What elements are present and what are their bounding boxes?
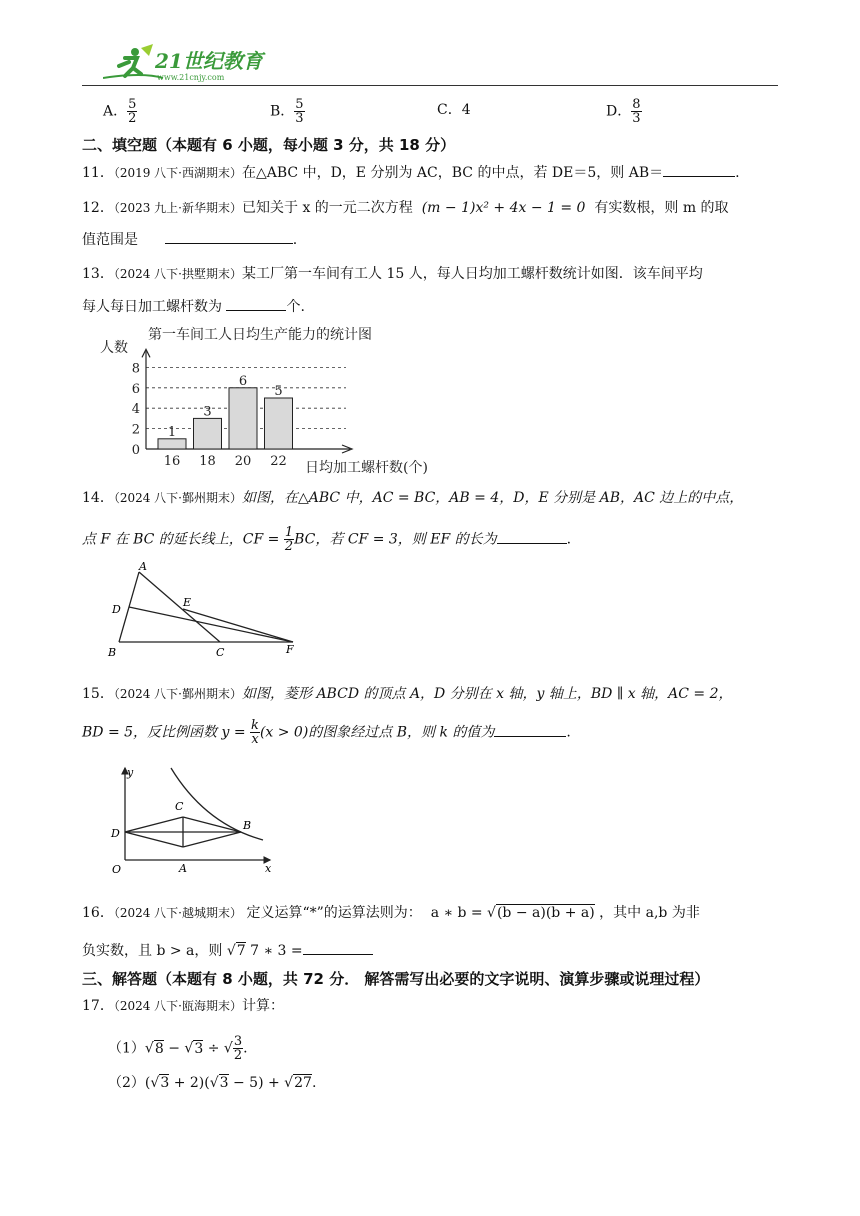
question-17-part-2: （2）(√3 + 2)(√3 − 5) + √27. — [108, 1075, 317, 1091]
header-rule — [82, 85, 778, 86]
label-F: F — [286, 643, 294, 656]
answer-blank-11[interactable] — [663, 162, 735, 177]
q10-option-a: A． $\frac{5}{2}$ — [103, 97, 137, 126]
answer-blank-12[interactable] — [165, 229, 293, 244]
question-14-line2: 点 F 在 BC 的延长线上，CF = $\frac{1}{2}$ BC，若 CF = 3，则 EF 的长为 . — [82, 525, 572, 554]
label-C: C — [175, 800, 184, 813]
label-D: D — [112, 603, 121, 616]
logo-title: 21世纪教育 — [155, 49, 263, 73]
label-B: B — [108, 646, 117, 659]
question-14: 14．（2024 八下·鄞州期末）如图，在△ABC 中，AC = BC，AB = 4，D，E 分别是 AB，AC 边上的中点， — [82, 490, 744, 506]
question-15-line2: BD = 5，反比例函数 y = $\frac{k}{x}$ (x > 0)的图象经过点 B，则 k 的值为 . — [82, 718, 571, 747]
logo-url: www.21cnjy.com — [157, 73, 225, 82]
answer-blank-15[interactable] — [494, 722, 566, 737]
question-13-line2: 每人每日加工螺杆数为 个. — [82, 296, 305, 317]
figure-14-triangle — [105, 560, 305, 660]
chart-xlabel: 日均加工螺杆数(个) — [305, 460, 428, 476]
label-D: D — [111, 827, 120, 840]
bar-value-label: 3 — [203, 404, 212, 420]
y-tick-label: 4 — [131, 402, 140, 418]
x-tick-label: 22 — [270, 454, 287, 469]
bar-chart — [100, 322, 460, 477]
question-15: 15．（2024 八下·鄞州期末）如图，菱形 ABCD 的顶点 A，D 分别在 x 轴，y 轴上，BD ∥ x 轴，AC = 2， — [82, 686, 733, 702]
section2-title: 二、填空题（本题有 6 小题，每小题 3 分，共 18 分） — [82, 136, 456, 154]
y-tick-label: 8 — [131, 361, 140, 377]
answer-blank-13[interactable] — [226, 296, 286, 311]
bar-value-label: 1 — [167, 424, 177, 440]
bar — [158, 439, 186, 449]
q10-option-c: C．4 — [437, 102, 471, 118]
bar — [229, 388, 257, 449]
label-A: A — [179, 862, 187, 874]
question-12-line2: 值范围是 . — [82, 229, 297, 250]
y-tick-label: 6 — [131, 381, 140, 397]
bar-value-label: 6 — [238, 373, 248, 389]
bar-value-label: 5 — [274, 384, 283, 399]
label-O: O — [112, 863, 122, 874]
answer-blank-16[interactable] — [303, 940, 373, 955]
bar — [194, 418, 222, 449]
question-12: 12．（2023 九上·新华期末）已知关于 x 的一元二次方程 (m − 1)x² + 4x − 1 = 0 有实数根，则 m 的取 — [82, 200, 729, 216]
x-tick-label: 18 — [199, 454, 216, 469]
bar — [265, 398, 293, 449]
q10-option-d: D． $\frac{8}{3}$ — [606, 97, 641, 126]
question-16: 16．（2024 八下·越城期末） 定义运算“*”的运算法则为： a ∗ b = √(b − a)(b + a) ，其中 a,b 为非 — [82, 905, 700, 921]
x-tick-label: 20 — [234, 454, 252, 469]
label-B: B — [243, 819, 252, 832]
q10-option-b: B． $\frac{5}{3}$ — [270, 97, 304, 126]
question-17: 17．（2024 八下·瓯海期末）计算： — [82, 998, 284, 1014]
question-13: 13．（2024 八下·拱墅期末）某工厂第一车间有工人 15 人，每人日均加工螺杆数统计如图．该车间平均 — [82, 266, 703, 282]
chart-title: 第一车间工人日均生产能力的统计图 — [148, 327, 372, 343]
runner-icon — [103, 44, 163, 78]
label-A: A — [139, 560, 147, 573]
chart-ylabel: 人数 — [100, 340, 128, 356]
question-16-line2: 负实数，且 b > a，则 √7 7 ∗ 3 = — [82, 940, 373, 961]
label-C: C — [216, 646, 225, 659]
question-11: 11．（2019 八下·西湖期末）在△ABC 中，D，E 分别为 AC，BC 的中点，若 DE＝5，则 AB＝ . — [82, 162, 740, 183]
x-tick-label: 16 — [163, 454, 181, 469]
answer-blank-14[interactable] — [497, 529, 567, 544]
y-tick-label: 2 — [131, 422, 140, 438]
section3-title: 三、解答题（本题有 8 小题，共 72 分． 解答需写出必要的文字说明、演算步骤或说理过程） — [82, 970, 710, 988]
figure-15-rhombus — [105, 762, 280, 874]
y-tick-label: 0 — [131, 443, 140, 458]
label-E: E — [183, 596, 192, 609]
logo — [103, 44, 273, 84]
label-x-axis: x — [265, 862, 272, 874]
question-17-part-1: （1）√8 − √3 ÷ √ $\frac{3}{2}$ . — [108, 1034, 248, 1063]
label-y-axis: y — [127, 766, 134, 779]
